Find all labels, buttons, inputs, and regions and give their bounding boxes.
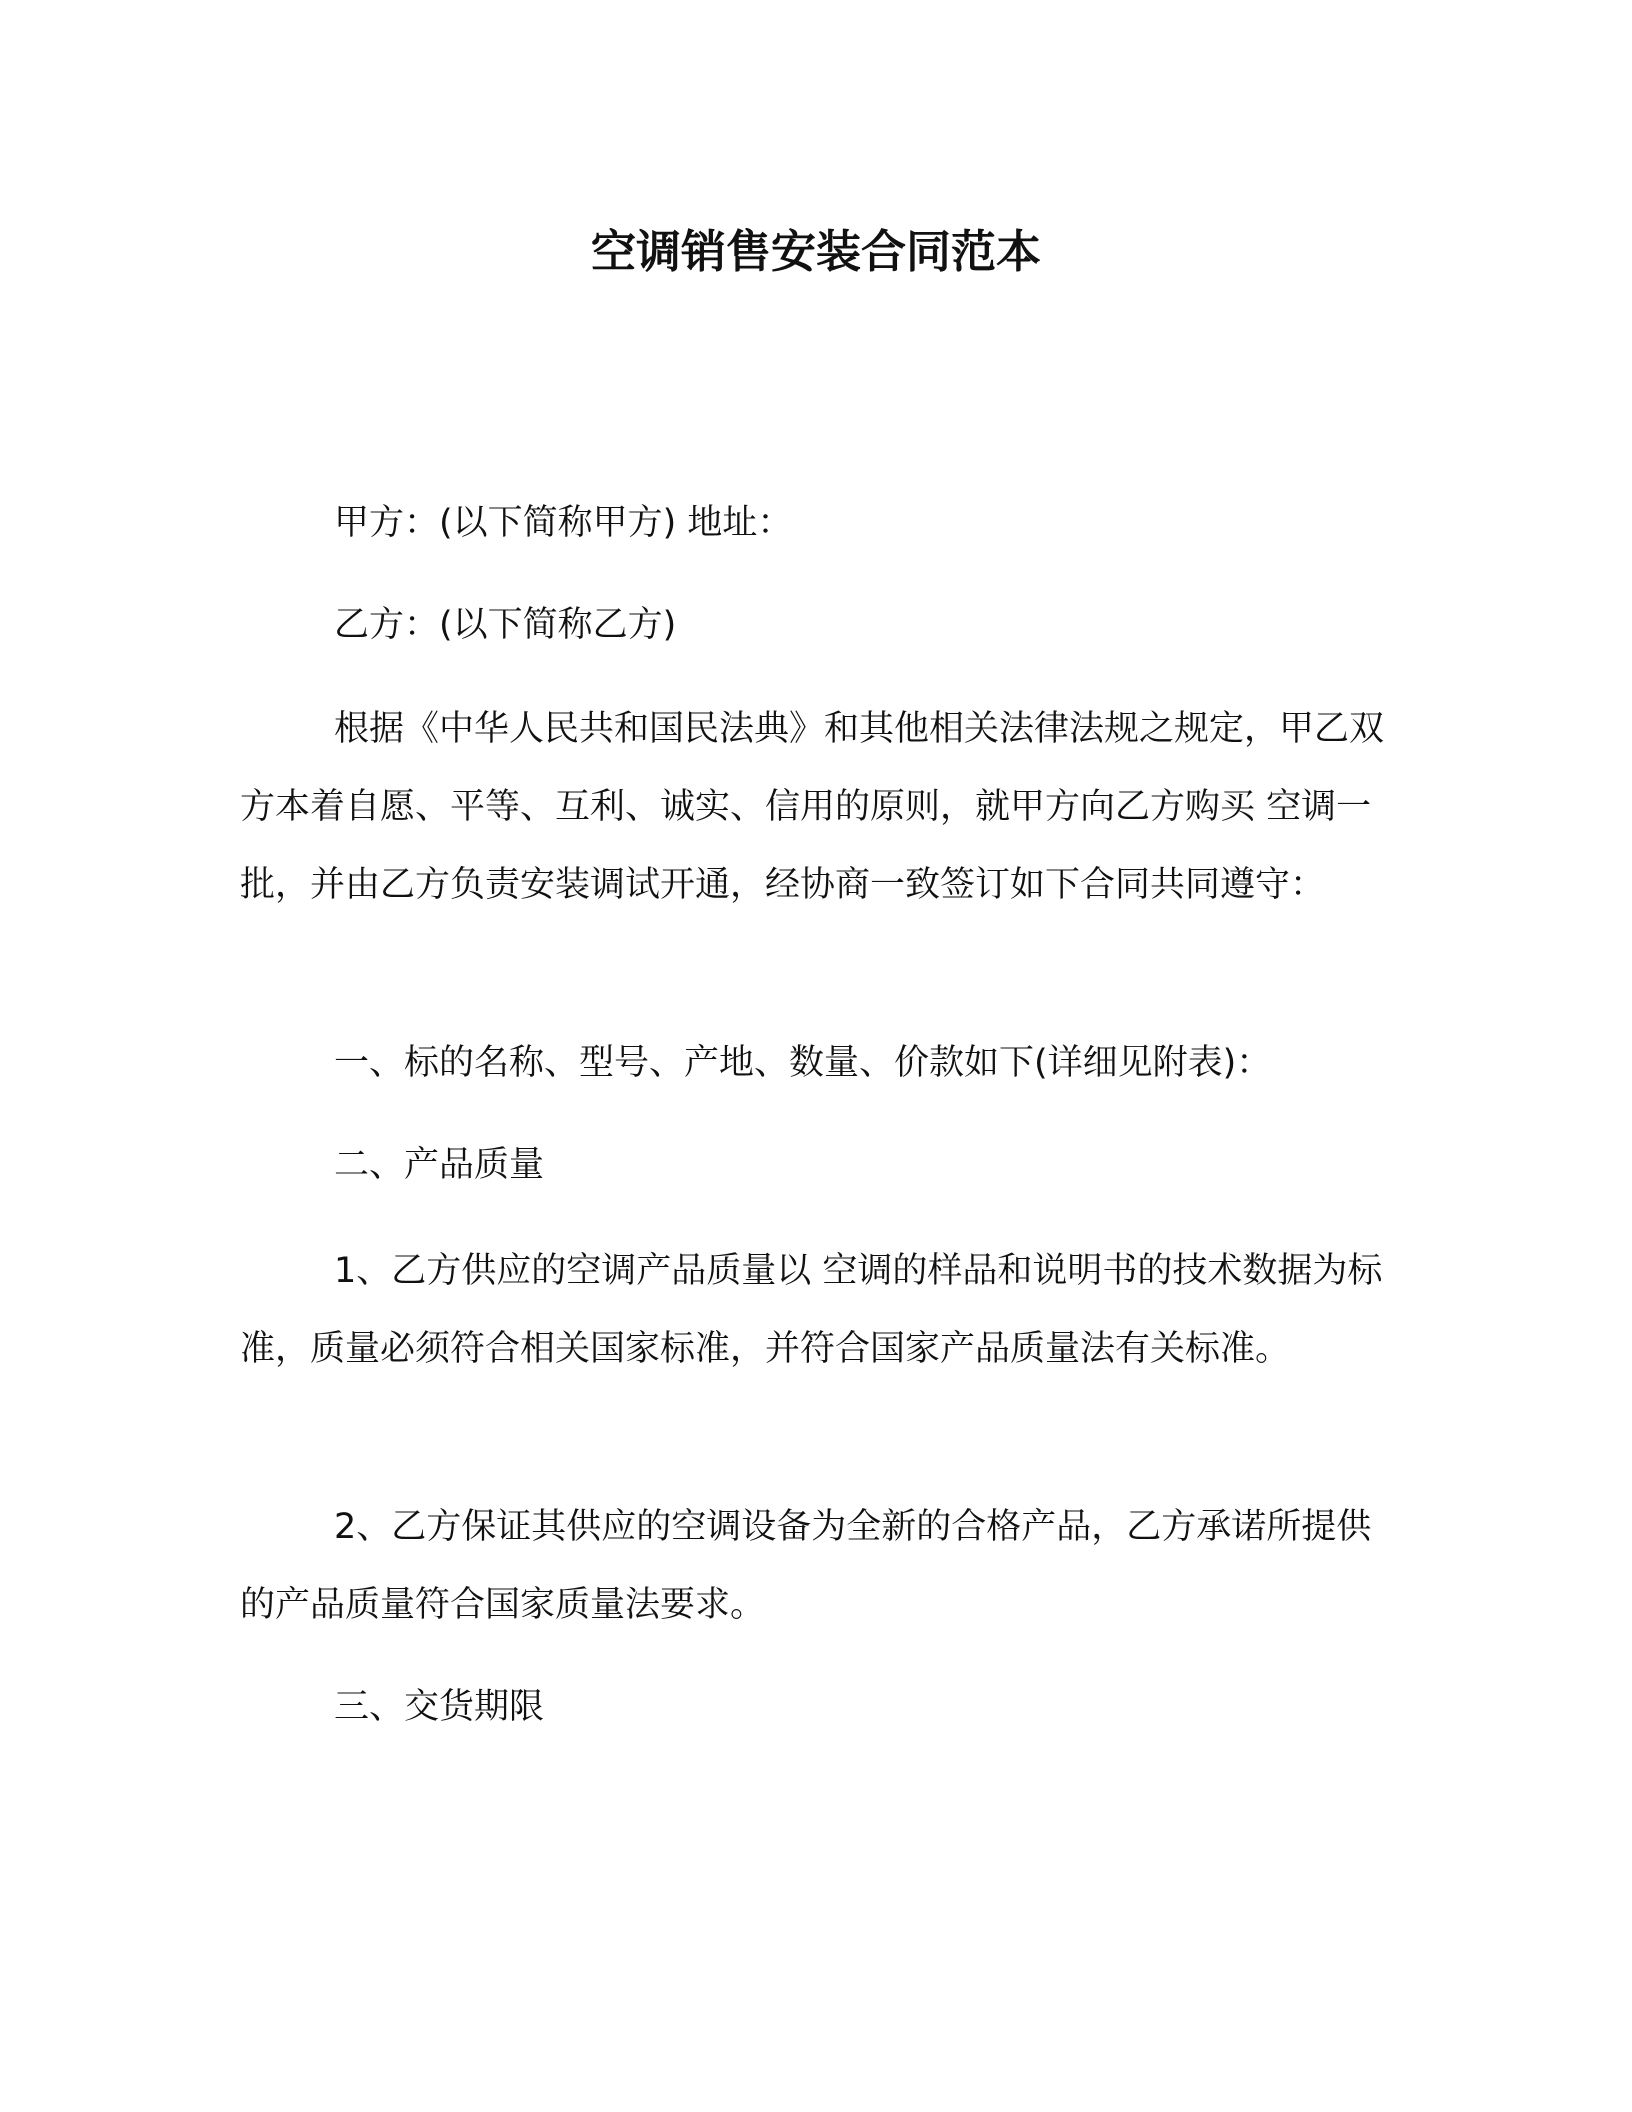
- party-a-line: 甲方：(以下简称甲方) 地址：: [334, 503, 793, 543]
- document-title: 空调销售安装合同范本: [590, 225, 1041, 278]
- clause-2-1: 1、乙方供应的空调产品质量以 空调的样品和说明书的技术数据为标准，质量必须符合相关国家标准，并符合国家产品质量法有关标准。: [240, 1251, 1383, 1369]
- section-1-heading: 一、标的名称、型号、产地、数量、价款如下(详细见附表)：: [334, 1043, 1272, 1083]
- preamble-paragraph: 根据《中华人民共和国民法典》和其他相关法律法规之规定，甲乙双方本着自愿、平等、互利、诚实、信用的原则，就甲方向乙方购买 空调一批，并由乙方负责安装调试开通，经协商一致签订如下合同共同遵守：: [240, 709, 1385, 905]
- party-b-line: 乙方：(以下简称乙方): [334, 605, 677, 645]
- section-3-heading: 三、交货期限: [334, 1687, 545, 1727]
- section-2-heading: 二、产品质量: [334, 1145, 545, 1185]
- clause-2-2: 2、乙方保证其供应的空调设备为全新的合格产品，乙方承诺所提供的产品质量符合国家质量法要求。: [240, 1507, 1372, 1625]
